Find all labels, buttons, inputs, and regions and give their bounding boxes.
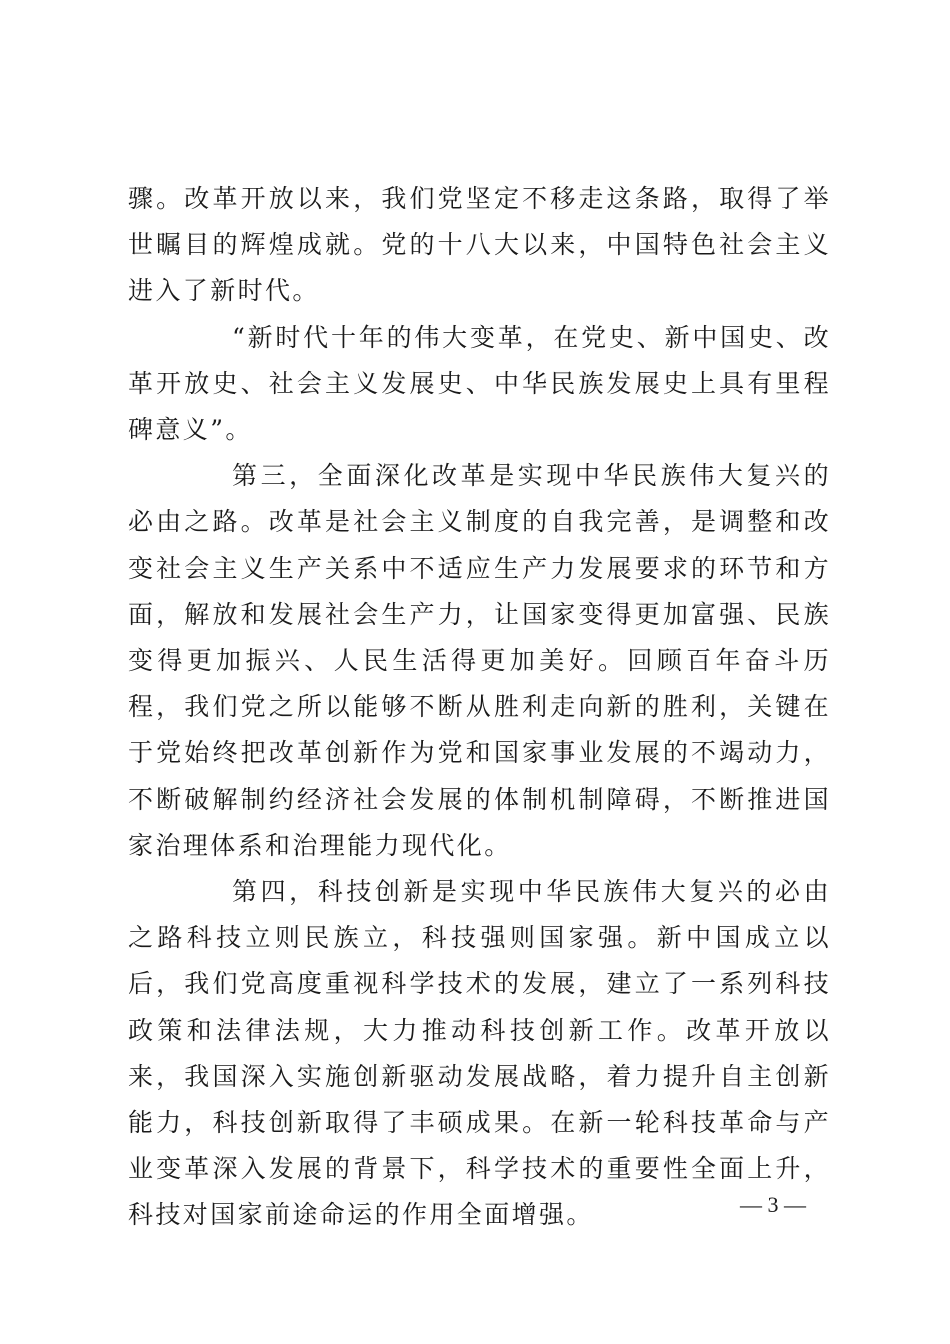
paragraph-quote: “新时代十年的伟大变革，在党史、新中国史、改革开放史、社会主义发展史、中华民族发展史上具有里程碑意义”。 [128,322,831,445]
page-number: — 3 — [740,1192,806,1217]
paragraph-continuation: 骤。改革开放以来，我们党坚定不移走这条路，取得了举世瞩目的辉煌成就。党的十八大以来，中国特色社会主义进入了新时代。 [128,184,831,306]
paragraph-fourth-point: 第四，科技创新是实现中华民族伟大复兴的必由之路科技立则民族立，科技强则国家强。新中国成立以后，我们党高度重视科学技术的发展，建立了一系列科技政策和法律法规，大力推动科技创新工作。改革开放以来，我国深入实施创新驱动发展战略，着力提升自主创新能力，科技创新取得了丰硕成果。在新一轮科技革命与产业变革深入发展的背景下，科学技术的重要性全面上升，科技对国家前途命运的作用全面增强。 [128,877,831,1230]
body-text [128,176,831,1239]
paragraph-third-point: 第三，全面深化改革是实现中华民族伟大复兴的必由之路。改革是社会主义制度的自我完善，是调整和改变社会主义生产关系中不适应生产力发展要求的环节和方面，解放和发展社会生产力，让国家变得更加富强、民族变得更加振兴、人民生活得更加美好。回顾百年奋斗历程，我们党之所以能够不断从胜利走向新的胜利，关键在于党始终把改革创新作为党和国家事业发展的不竭动力，不断破解制约经济社会发展的体制机制障碍，不断推进国家治理体系和治理能力现代化。 [128,461,831,860]
